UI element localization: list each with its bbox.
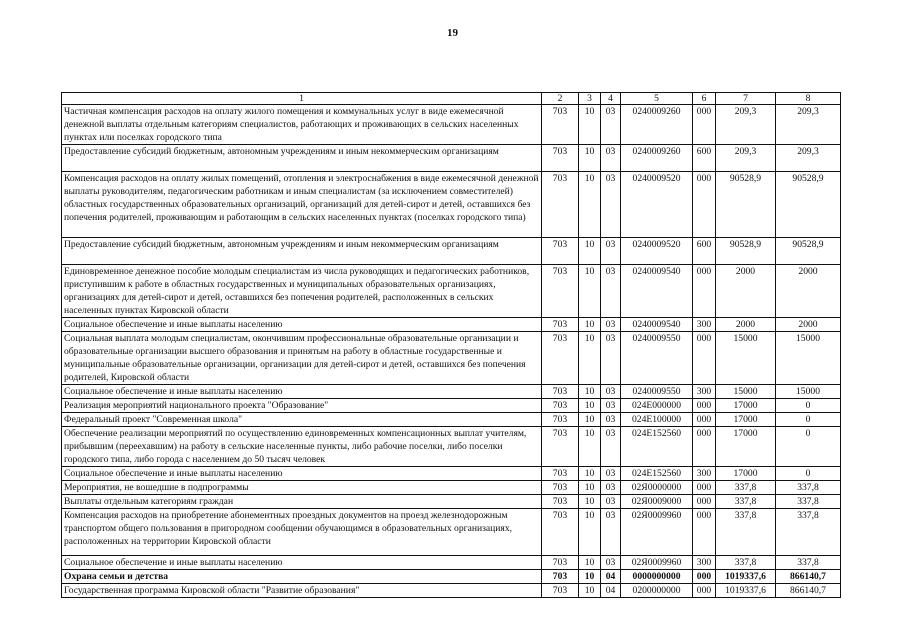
target-article-cell: 02Я0009960 bbox=[621, 556, 693, 570]
table-row bbox=[62, 556, 841, 570]
target-article-cell: 024E000000 bbox=[621, 399, 693, 413]
table-row bbox=[62, 584, 841, 598]
amount-cell: 90528,9 bbox=[716, 238, 776, 265]
section-cell: 10 bbox=[579, 318, 601, 332]
table-row bbox=[62, 145, 841, 172]
subsection-cell: 04 bbox=[601, 570, 621, 584]
section-cell: 10 bbox=[579, 145, 601, 172]
table-row bbox=[62, 385, 841, 399]
code-cell: 703 bbox=[542, 318, 579, 332]
expense-type-cell: 000 bbox=[693, 495, 716, 509]
section-cell: 10 bbox=[579, 105, 601, 145]
table-row bbox=[62, 427, 841, 467]
subsection-cell: 03 bbox=[601, 105, 621, 145]
row-name-cell: Социальное обеспечение и иные выплаты населению bbox=[62, 318, 542, 332]
row-name-cell: Единовременное денежное пособие молодым специалистам из числа руководящих и педагогических работников, приступившим к работе в областных государственных и муниципальных образовательных организациях, организациях для детей-сирот и детей, оставшихся без попечения родителей, расположенных в сельских населенных пунктах Кировской области bbox=[62, 265, 542, 318]
amount-cell: 866140,7 bbox=[776, 570, 841, 584]
header-cell: 7 bbox=[716, 93, 776, 105]
expense-type-cell: 000 bbox=[693, 584, 716, 598]
table-row bbox=[62, 413, 841, 427]
amount-cell: 337,8 bbox=[716, 509, 776, 556]
amount-cell: 90528,9 bbox=[776, 172, 841, 238]
amount-cell: 0 bbox=[776, 427, 841, 467]
expense-type-cell: 000 bbox=[693, 413, 716, 427]
code-cell: 703 bbox=[542, 481, 579, 495]
amount-cell: 90528,9 bbox=[776, 238, 841, 265]
row-name-cell: Выплаты отдельным категориям граждан bbox=[62, 495, 542, 509]
subsection-cell: 03 bbox=[601, 467, 621, 481]
amount-cell: 1019337,6 bbox=[716, 570, 776, 584]
amount-cell: 17000 bbox=[716, 467, 776, 481]
section-cell: 10 bbox=[579, 238, 601, 265]
row-name-cell: Предоставление субсидий бюджетным, автономным учреждениям и иным некоммерческим организациям bbox=[62, 238, 542, 265]
table-header-row bbox=[62, 93, 841, 105]
row-name-cell: Компенсация расходов на приобретение абонементных проездных документов на проезд железнодорожным транспортом общего пользования в пригородном сообщении обучающимся в образовательных организациях, расположенных на территории Кировской области bbox=[62, 509, 542, 556]
subsection-cell: 03 bbox=[601, 481, 621, 495]
row-name-cell: Социальное обеспечение и иные выплаты населению bbox=[62, 556, 542, 570]
subsection-cell: 03 bbox=[601, 413, 621, 427]
subsection-cell: 03 bbox=[601, 385, 621, 399]
code-cell: 703 bbox=[542, 509, 579, 556]
subsection-cell: 04 bbox=[601, 584, 621, 598]
expense-type-cell: 000 bbox=[693, 265, 716, 318]
amount-cell: 0 bbox=[776, 467, 841, 481]
table-row bbox=[62, 570, 841, 584]
amount-cell: 0 bbox=[776, 413, 841, 427]
row-name-cell: Реализация мероприятий национального проекта "Образование" bbox=[62, 399, 542, 413]
subsection-cell: 03 bbox=[601, 509, 621, 556]
amount-cell: 209,3 bbox=[776, 105, 841, 145]
subsection-cell: 03 bbox=[601, 399, 621, 413]
table-row bbox=[62, 509, 841, 556]
amount-cell: 337,8 bbox=[716, 556, 776, 570]
subsection-cell: 03 bbox=[601, 427, 621, 467]
table-row bbox=[62, 172, 841, 238]
row-name-cell: Обеспечение реализации мероприятий по осуществлению единовременных компенсационных выплат учителям, прибывшим (переехавшим) на работу в сельские населенные пункты, либо рабочие поселки, либо поселки городского типа, либо города с населением до 50 тысяч человек bbox=[62, 427, 542, 467]
page-number: 19 bbox=[447, 27, 458, 39]
expense-type-cell: 300 bbox=[693, 467, 716, 481]
expense-type-cell: 300 bbox=[693, 556, 716, 570]
amount-cell: 337,8 bbox=[776, 481, 841, 495]
expense-type-cell: 000 bbox=[693, 332, 716, 385]
amount-cell: 15000 bbox=[716, 385, 776, 399]
amount-cell: 17000 bbox=[716, 413, 776, 427]
section-cell: 10 bbox=[579, 495, 601, 509]
subsection-cell: 03 bbox=[601, 145, 621, 172]
target-article-cell: 024E152560 bbox=[621, 427, 693, 467]
amount-cell: 337,8 bbox=[716, 481, 776, 495]
row-name-cell: Охрана семьи и детства bbox=[62, 570, 542, 584]
target-article-cell: 0240009540 bbox=[621, 318, 693, 332]
target-article-cell: 024E152560 bbox=[621, 467, 693, 481]
code-cell: 703 bbox=[542, 399, 579, 413]
code-cell: 703 bbox=[542, 584, 579, 598]
code-cell: 703 bbox=[542, 570, 579, 584]
row-name-cell: Частичная компенсация расходов на оплату жилого помещения и коммунальных услуг в виде ежемесячной денежной выплаты отдельным категориям специалистов, работающих и проживающих в сельских населенных пунктах или поселках городского типа bbox=[62, 105, 542, 145]
target-article-cell: 0200000000 bbox=[621, 584, 693, 598]
target-article-cell: 0240009540 bbox=[621, 265, 693, 318]
code-cell: 703 bbox=[542, 413, 579, 427]
row-name-cell: Мероприятия, не вошедшие в подпрограммы bbox=[62, 481, 542, 495]
row-name-cell: Социальная выплата молодым специалистам, окончившим профессиональные образовательные организации и образовательные организации высшего образования и принятым на работу в областные государственные и муниципальные образовательные организации, организации для детей-сирот и детей, оставшихся без попечения родителей, Кировской области bbox=[62, 332, 542, 385]
target-article-cell: 0240009260 bbox=[621, 105, 693, 145]
section-cell: 10 bbox=[579, 427, 601, 467]
code-cell: 703 bbox=[542, 467, 579, 481]
expense-type-cell: 000 bbox=[693, 481, 716, 495]
section-cell: 10 bbox=[579, 509, 601, 556]
section-cell: 10 bbox=[579, 556, 601, 570]
code-cell: 703 bbox=[542, 332, 579, 385]
table-row bbox=[62, 318, 841, 332]
amount-cell: 2000 bbox=[716, 265, 776, 318]
amount-cell: 2000 bbox=[716, 318, 776, 332]
header-cell: 2 bbox=[542, 93, 579, 105]
section-cell: 10 bbox=[579, 332, 601, 385]
target-article-cell: 024E100000 bbox=[621, 413, 693, 427]
header-cell: 6 bbox=[693, 93, 716, 105]
expense-type-cell: 000 bbox=[693, 570, 716, 584]
table-row bbox=[62, 332, 841, 385]
header-cell: 4 bbox=[601, 93, 621, 105]
amount-cell: 0 bbox=[776, 399, 841, 413]
row-name-cell: Государственная программа Кировской области "Развитие образования" bbox=[62, 584, 542, 598]
expense-type-cell: 600 bbox=[693, 145, 716, 172]
amount-cell: 17000 bbox=[716, 399, 776, 413]
header-cell: 8 bbox=[776, 93, 841, 105]
section-cell: 10 bbox=[579, 385, 601, 399]
table-row bbox=[62, 238, 841, 265]
subsection-cell: 03 bbox=[601, 332, 621, 385]
section-cell: 10 bbox=[579, 172, 601, 238]
code-cell: 703 bbox=[542, 427, 579, 467]
target-article-cell: 0000000000 bbox=[621, 570, 693, 584]
table-row bbox=[62, 467, 841, 481]
row-name-cell: Социальное обеспечение и иные выплаты населению bbox=[62, 385, 542, 399]
header-cell: 1 bbox=[62, 93, 542, 105]
section-cell: 10 bbox=[579, 570, 601, 584]
amount-cell: 2000 bbox=[776, 318, 841, 332]
target-article-cell: 02Я0000000 bbox=[621, 481, 693, 495]
target-article-cell: 02Я0009000 bbox=[621, 495, 693, 509]
row-name-cell: Федеральный проект "Современная школа" bbox=[62, 413, 542, 427]
amount-cell: 337,8 bbox=[776, 509, 841, 556]
amount-cell: 866140,7 bbox=[776, 584, 841, 598]
subsection-cell: 03 bbox=[601, 238, 621, 265]
row-name-cell: Социальное обеспечение и иные выплаты населению bbox=[62, 467, 542, 481]
subsection-cell: 03 bbox=[601, 495, 621, 509]
target-article-cell: 0240009260 bbox=[621, 145, 693, 172]
amount-cell: 209,3 bbox=[716, 145, 776, 172]
section-cell: 10 bbox=[579, 265, 601, 318]
section-cell: 10 bbox=[579, 467, 601, 481]
expense-type-cell: 000 bbox=[693, 509, 716, 556]
target-article-cell: 0240009520 bbox=[621, 172, 693, 238]
section-cell: 10 bbox=[579, 413, 601, 427]
table-row bbox=[62, 399, 841, 413]
amount-cell: 337,8 bbox=[776, 556, 841, 570]
amount-cell: 1019337,6 bbox=[716, 584, 776, 598]
amount-cell: 15000 bbox=[776, 332, 841, 385]
expense-type-cell: 000 bbox=[693, 172, 716, 238]
code-cell: 703 bbox=[542, 265, 579, 318]
subsection-cell: 03 bbox=[601, 556, 621, 570]
row-name-cell: Компенсация расходов на оплату жилых помещений, отопления и электроснабжения в виде ежемесячной денежной выплаты руководителям, педагогическим работникам и иным специалистам (за исключением совместителей) областных государственных образовательных организаций, организаций для детей-сирот и детей, оставшихся без попечения родителей, проживающим и работающим в сельских населенных пунктах (поселках городского типа) bbox=[62, 172, 542, 238]
amount-cell: 337,8 bbox=[776, 495, 841, 509]
amount-cell: 209,3 bbox=[716, 105, 776, 145]
target-article-cell: 0240009550 bbox=[621, 385, 693, 399]
expense-type-cell: 000 bbox=[693, 399, 716, 413]
code-cell: 703 bbox=[542, 238, 579, 265]
expense-type-cell: 000 bbox=[693, 105, 716, 145]
code-cell: 703 bbox=[542, 385, 579, 399]
target-article-cell: 0240009550 bbox=[621, 332, 693, 385]
table-row bbox=[62, 495, 841, 509]
subsection-cell: 03 bbox=[601, 172, 621, 238]
amount-cell: 209,3 bbox=[776, 145, 841, 172]
header-cell: 5 bbox=[621, 93, 693, 105]
code-cell: 703 bbox=[542, 556, 579, 570]
amount-cell: 337,8 bbox=[716, 495, 776, 509]
subsection-cell: 03 bbox=[601, 318, 621, 332]
amount-cell: 2000 bbox=[776, 265, 841, 318]
amount-cell: 90528,9 bbox=[716, 172, 776, 238]
code-cell: 703 bbox=[542, 105, 579, 145]
target-article-cell: 0240009520 bbox=[621, 238, 693, 265]
table-row bbox=[62, 105, 841, 145]
table-row bbox=[62, 265, 841, 318]
code-cell: 703 bbox=[542, 145, 579, 172]
budget-table bbox=[61, 92, 841, 598]
amount-cell: 15000 bbox=[716, 332, 776, 385]
section-cell: 10 bbox=[579, 584, 601, 598]
row-name-cell: Предоставление субсидий бюджетным, автономным учреждениям и иным некоммерческим организациям bbox=[62, 145, 542, 172]
subsection-cell: 03 bbox=[601, 265, 621, 318]
section-cell: 10 bbox=[579, 399, 601, 413]
code-cell: 703 bbox=[542, 495, 579, 509]
code-cell: 703 bbox=[542, 172, 579, 238]
target-article-cell: 02Я0009960 bbox=[621, 509, 693, 556]
header-cell: 3 bbox=[579, 93, 601, 105]
expense-type-cell: 600 bbox=[693, 238, 716, 265]
amount-cell: 17000 bbox=[716, 427, 776, 467]
expense-type-cell: 300 bbox=[693, 318, 716, 332]
expense-type-cell: 300 bbox=[693, 385, 716, 399]
amount-cell: 15000 bbox=[776, 385, 841, 399]
expense-type-cell: 000 bbox=[693, 427, 716, 467]
table-row bbox=[62, 481, 841, 495]
section-cell: 10 bbox=[579, 481, 601, 495]
